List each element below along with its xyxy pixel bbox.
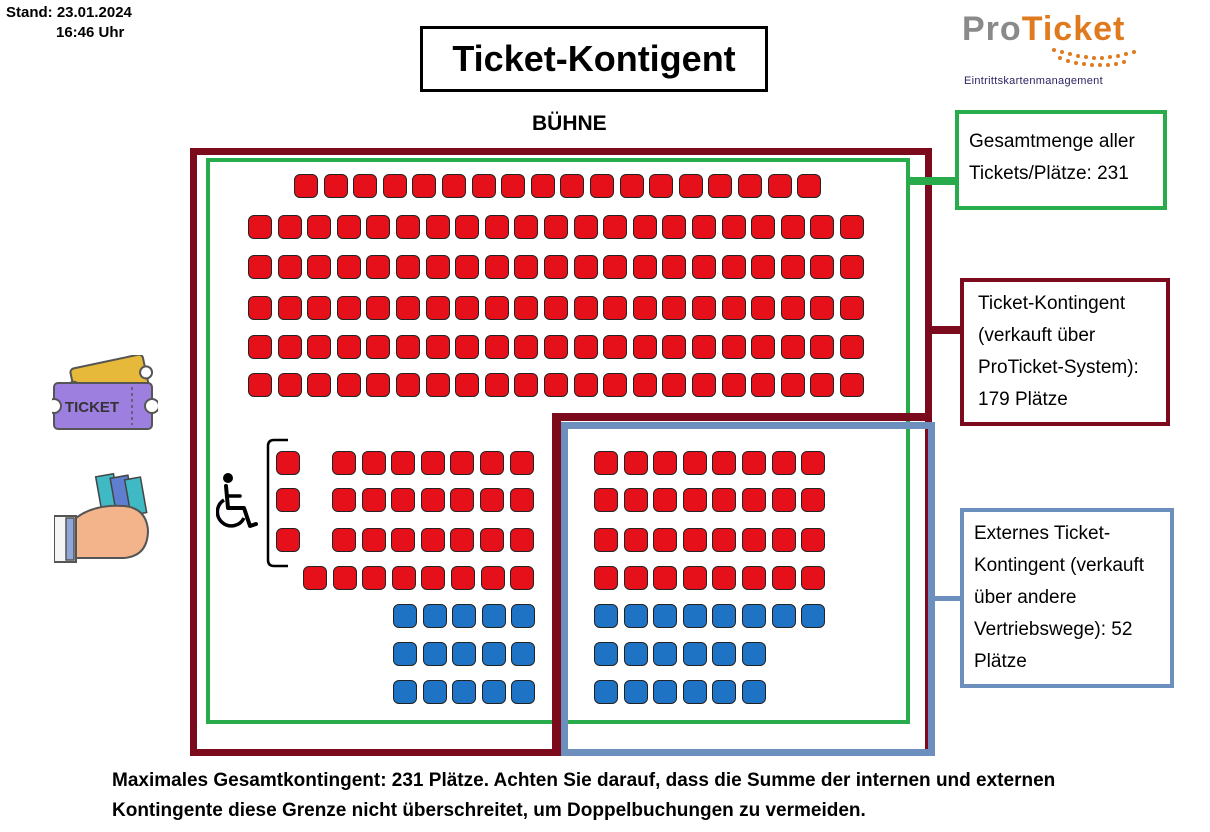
internal-seat [544,373,568,397]
external-seat [482,680,506,704]
svg-text:TICKET: TICKET [64,399,120,416]
internal-seat [391,488,415,512]
internal-seat [738,174,762,198]
internal-seat [603,215,627,239]
title-box [420,26,768,92]
logo-dots-icon [1046,46,1156,72]
internal-seat [751,255,775,279]
internal-seat [450,528,474,552]
internal-seat [396,335,420,359]
internal-seat [501,174,525,198]
internal-seat [510,528,534,552]
internal-seat [722,296,746,320]
internal-seat [362,488,386,512]
stand-time: 16:46 Uhr [56,24,125,41]
external-seat [742,604,766,628]
internal-seat [751,335,775,359]
internal-seat [624,528,648,552]
internal-seat [337,335,361,359]
internal-seat [801,451,825,475]
internal-seat [337,296,361,320]
internal-seat [303,566,327,590]
internal-seat [362,566,386,590]
internal-seat [751,215,775,239]
internal-seat [248,296,272,320]
internal-seat [633,296,657,320]
stand-date: Stand: 23.01.2024 [6,4,132,21]
internal-seat [450,488,474,512]
hand-with-tickets-icon [54,470,164,566]
internal-seat [455,296,479,320]
internal-seat [362,451,386,475]
internal-seat [712,488,736,512]
internal-seat [472,174,496,198]
internal-seat [772,451,796,475]
internal-seat [480,451,504,475]
stage-label: BÜHNE [532,112,607,135]
internal-seat [781,373,805,397]
internal-seat [679,174,703,198]
external-seat [653,642,677,666]
internal-seat [544,296,568,320]
internal-seat [810,255,834,279]
external-seat [683,642,707,666]
internal-seat [455,255,479,279]
internal-seat [683,528,707,552]
internal-seat [514,255,538,279]
internal-seat [781,255,805,279]
internal-seat [544,255,568,279]
internal-seat [426,373,450,397]
internal-seat [574,296,598,320]
internal-seat [426,215,450,239]
internal-seat [332,451,356,475]
internal-seat [366,373,390,397]
internal-seat [594,528,618,552]
internal-seat [633,255,657,279]
internal-seat [442,174,466,198]
external-seat [594,680,618,704]
internal-seat [307,296,331,320]
internal-seat [653,528,677,552]
internal-seat [383,174,407,198]
internal-seat [421,528,445,552]
external-seat [801,604,825,628]
internal-seat [307,255,331,279]
external-seat [393,604,417,628]
internal-legend-connector [930,326,960,334]
internal-seat [278,335,302,359]
internal-seat [603,335,627,359]
internal-seat [366,335,390,359]
internal-seat [544,335,568,359]
internal-seat [485,373,509,397]
internal-seat [574,255,598,279]
external-seat [712,642,736,666]
external-seat [712,680,736,704]
internal-seat [480,488,504,512]
internal-seat [624,451,648,475]
logo-wordmark [962,10,1125,49]
internal-seat [662,215,686,239]
internal-seat [653,451,677,475]
internal-seat [426,335,450,359]
internal-seat [426,296,450,320]
internal-seat [662,335,686,359]
internal-seat [662,296,686,320]
external-seat [772,604,796,628]
legend-total-seats: Gesamtmenge aller Tickets/Plätze: 231 [955,110,1167,210]
internal-seat [594,566,618,590]
internal-seat [307,215,331,239]
internal-seat [544,215,568,239]
internal-seat [337,255,361,279]
internal-seat [396,255,420,279]
internal-seat [248,373,272,397]
internal-seat [278,296,302,320]
internal-seat [455,215,479,239]
external-seat [393,642,417,666]
logo-pro: Pro [962,10,1022,48]
internal-seat [278,215,302,239]
internal-seat [683,451,707,475]
internal-seat [722,373,746,397]
internal-seat [485,255,509,279]
internal-seat [722,215,746,239]
internal-seat [421,451,445,475]
internal-seat [781,215,805,239]
internal-seat [574,373,598,397]
internal-seat [722,255,746,279]
external-seat [452,604,476,628]
internal-seat [426,255,450,279]
internal-seat [781,335,805,359]
internal-seat [324,174,348,198]
internal-seat [332,528,356,552]
external-seat [594,642,618,666]
internal-seat [421,566,445,590]
internal-seat [603,255,627,279]
internal-seat [810,335,834,359]
internal-seat [366,215,390,239]
internal-seat [510,488,534,512]
internal-seat [692,373,716,397]
external-seat [712,604,736,628]
internal-seat [391,528,415,552]
external-seat [511,604,535,628]
external-seat [423,680,447,704]
internal-seat [810,373,834,397]
internal-seat [712,451,736,475]
internal-seat [742,528,766,552]
external-seat [423,642,447,666]
proticket-logo [960,8,1160,92]
internal-seat [683,566,707,590]
internal-seat [396,296,420,320]
external-seat [624,604,648,628]
internal-seat [560,174,584,198]
footer-note: Maximales Gesamtkontingent: 231 Plätze. Achten Sie darauf, dass die Summe der internen und externen Kontingente diese Grenze nicht überschreitet, um Doppelbuchungen zu vermeiden. [112,770,1056,821]
external-seat [742,642,766,666]
internal-seat [772,488,796,512]
internal-seat [514,335,538,359]
internal-seat [481,566,505,590]
external-seat [683,604,707,628]
external-seat [511,642,535,666]
internal-seat [337,215,361,239]
internal-seat [455,335,479,359]
internal-seat [662,255,686,279]
internal-seat [722,335,746,359]
internal-seat [514,373,538,397]
internal-seat [649,174,673,198]
internal-seat [840,373,864,397]
internal-seat [574,335,598,359]
internal-seat [531,174,555,198]
internal-seat [248,215,272,239]
internal-seat [480,528,504,552]
internal-seat [624,566,648,590]
external-seat [624,642,648,666]
internal-seat [510,566,534,590]
external-seat [452,680,476,704]
internal-seat [692,215,716,239]
internal-seat [603,296,627,320]
internal-seat [712,528,736,552]
external-seat [452,642,476,666]
legend-internal-contingent: Ticket-Kontingent (verkauft über ProTicket-System): 179 Plätze [960,278,1170,426]
internal-seat [772,566,796,590]
internal-seat [574,215,598,239]
internal-seat [633,335,657,359]
internal-seat [451,566,475,590]
internal-seat [797,174,821,198]
internal-seat [450,451,474,475]
internal-seat [751,373,775,397]
internal-seat [840,296,864,320]
external-seat [653,680,677,704]
internal-seat [653,566,677,590]
page-title: Ticket-Kontigent [452,38,736,79]
internal-seat [801,488,825,512]
internal-seat [307,373,331,397]
total-legend-connector [908,177,956,185]
internal-seat [810,296,834,320]
internal-seat [742,488,766,512]
internal-seat [683,488,707,512]
internal-seat [692,296,716,320]
external-seat [624,680,648,704]
internal-seat [624,488,648,512]
internal-seat [712,566,736,590]
logo-tagline: Eintrittskartenmanagement [964,75,1103,87]
internal-seat [692,255,716,279]
ticket-icon [52,355,158,435]
internal-seat [514,215,538,239]
external-seat [653,604,677,628]
internal-seat [594,451,618,475]
internal-seat [781,296,805,320]
wheelchair-icon [216,472,260,534]
internal-seat [801,528,825,552]
external-seat [482,642,506,666]
internal-seat [485,335,509,359]
internal-seat [396,215,420,239]
external-seat [683,680,707,704]
external-seat [482,604,506,628]
internal-seat [510,451,534,475]
internal-seat [662,373,686,397]
internal-seat [362,528,386,552]
internal-seat [412,174,436,198]
internal-seat [653,488,677,512]
bracket-icon [262,438,292,568]
external-seat [742,680,766,704]
internal-seat [590,174,614,198]
internal-seat [248,335,272,359]
external-seat [511,680,535,704]
internal-seat [485,296,509,320]
internal-seat [633,215,657,239]
internal-seat [333,566,357,590]
internal-seat [353,174,377,198]
internal-seat [294,174,318,198]
internal-seat [514,296,538,320]
internal-seat [307,335,331,359]
external-seat [594,604,618,628]
external-legend-connector [933,596,961,601]
internal-seat [392,566,416,590]
internal-seat [840,215,864,239]
internal-seat [742,451,766,475]
internal-seat [594,488,618,512]
internal-seat [337,373,361,397]
internal-seat [772,528,796,552]
internal-seat [692,335,716,359]
internal-seat [620,174,644,198]
internal-frame-divider-vertical [552,413,561,756]
internal-seat [801,566,825,590]
internal-seat [455,373,479,397]
internal-seat [633,373,657,397]
internal-seat [751,296,775,320]
internal-seat [708,174,732,198]
internal-seat [248,255,272,279]
internal-seat [278,373,302,397]
internal-seat [366,255,390,279]
internal-seat [366,296,390,320]
internal-seat [396,373,420,397]
internal-seat [768,174,792,198]
internal-seat [810,215,834,239]
internal-seat [840,255,864,279]
internal-seat [840,335,864,359]
internal-frame-divider-horizontal [552,413,932,421]
logo-ticket: Ticket [1021,10,1126,48]
internal-seat [278,255,302,279]
internal-seat [603,373,627,397]
legend-external-contingent: Externes Ticket-Kontingent (verkauft über andere Vertriebswege): 52 Plätze [960,508,1174,688]
internal-seat [485,215,509,239]
external-seat [393,680,417,704]
internal-seat [332,488,356,512]
internal-seat [421,488,445,512]
internal-seat [742,566,766,590]
external-seat [423,604,447,628]
internal-seat [391,451,415,475]
